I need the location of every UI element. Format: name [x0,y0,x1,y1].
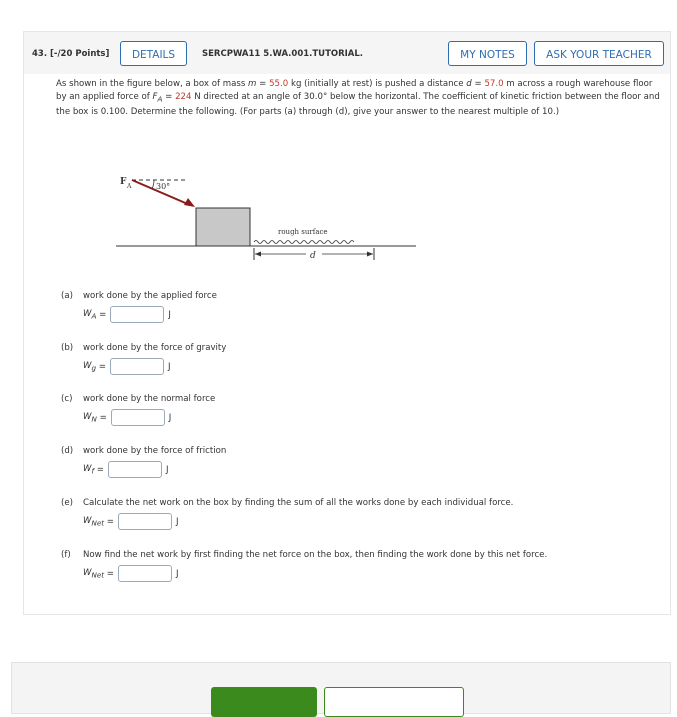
force-value: 224 [175,92,192,103]
unit-label: J [176,569,179,579]
part-b [61,343,226,353]
answer-input-f[interactable] [118,565,172,582]
answer-input-d[interactable] [108,461,162,478]
equals-sign: = [96,465,104,475]
part-e [61,498,513,508]
problem-text: As shown in the figure below, a box of mass [56,79,249,89]
problem-text: = [471,79,485,89]
var-sub: Net [91,518,105,528]
submit-assignment-button[interactable] [211,687,317,717]
equals-sign: = [99,310,107,320]
var-symbol: W [83,308,92,319]
var-symbol: W [83,463,92,474]
part-text: work done by the force of friction [83,446,227,456]
part-text: Calculate the net work on the box by finding the sum of all the works done by each individual force. [83,498,514,508]
unit-label: J [165,465,169,475]
answer-var [83,309,96,321]
distance-var: d [466,79,472,89]
part-c [61,394,215,404]
ask-teacher-button[interactable]: ASK YOUR TEACHER [534,41,664,66]
question-header [24,32,670,74]
part-letter: (d) [61,446,74,456]
var-symbol: W [83,411,92,422]
problem-text: = [162,92,176,103]
points-label: [-/20 Points] [50,49,110,59]
angle-arc [152,180,154,189]
details-button[interactable]: DETAILS [120,41,187,66]
mass-value: 55.0 [269,79,289,89]
unit-label: J [168,310,171,320]
part-letter: (a) [61,291,73,301]
part-a [61,291,217,301]
answer-var [83,412,97,424]
var-sub: f [91,466,95,476]
answer-var [83,516,104,528]
problem-text: = [256,79,270,89]
mass-var: m [248,79,257,89]
answer-row-a [83,306,171,326]
equals-sign: = [106,569,114,579]
part-d [61,446,226,456]
box [196,208,250,246]
part-letter: (b) [61,343,74,353]
question-number-label: 43. [32,49,48,59]
problem-text: kg (initially at rest) is pushed a distance [288,79,467,89]
part-text: work done by the force of gravity [83,343,227,353]
answer-row-e [83,513,179,533]
equals-sign: = [99,413,107,423]
force-var: F [152,92,158,103]
distance-arrow-right [367,252,373,257]
part-f [61,550,547,560]
answer-var [83,568,104,580]
problem-statement [56,78,661,119]
assignment-id: SERCPWA11 5.WA.001.TUTORIAL. [202,49,364,59]
answer-input-b[interactable] [110,358,164,375]
answer-input-c[interactable] [111,409,165,426]
answer-row-f [83,565,179,585]
rough-surface [254,241,354,244]
question-number [32,49,109,59]
unit-label: J [168,413,172,423]
problem-figure [114,170,424,270]
answer-row-d [83,461,169,481]
force-label: F [120,177,127,187]
save-assignment-progress-button[interactable] [324,687,464,717]
problem-text: m across a rough warehouse floor by an applied force of [56,79,653,103]
var-sub: Net [91,570,105,580]
problem-text: N directed at an angle of 30.0° below the horizontal. The coefficient of kinetic friction between the floor and the box is 0.100. Determine the following. (For parts (a) through (d), give your answer to the nearest multiple of 10.) [56,92,660,118]
var-symbol: W [83,567,92,578]
angle-label: 30° [156,182,171,191]
equals-sign: = [98,362,106,372]
distance-label: d [310,251,316,261]
answer-var [83,464,94,476]
part-letter: (f) [61,550,71,560]
answer-var [83,361,96,373]
answer-row-c [83,409,171,429]
equals-sign: = [106,517,114,527]
var-sub: N [91,414,97,424]
my-notes-button[interactable]: MY NOTES [448,41,527,66]
var-sub: g [91,363,97,373]
part-letter: (c) [61,394,73,404]
distance-arrow-left [255,252,261,257]
unit-label: J [167,362,171,372]
question-card [23,31,671,615]
part-text: work done by the normal force [83,394,216,404]
answer-row-b [83,358,171,378]
part-text: Now find the net work by first finding the net force on the box, then finding the work done by this net force. [83,550,548,560]
force-sub: A [157,94,163,104]
var-sub: A [91,311,97,321]
force-arrowhead [184,198,195,207]
distance-value: 57.0 [484,79,504,89]
unit-label: J [176,517,179,527]
answer-input-e[interactable] [118,513,172,530]
answer-input-a[interactable] [110,306,164,323]
var-symbol: W [83,360,92,371]
force-label-sub: A [127,183,132,190]
part-letter: (e) [61,498,73,508]
part-text: work done by the applied force [83,291,217,301]
assignment-footer [11,662,671,714]
var-symbol: W [83,515,92,526]
surface-label: rough surface [278,228,328,236]
